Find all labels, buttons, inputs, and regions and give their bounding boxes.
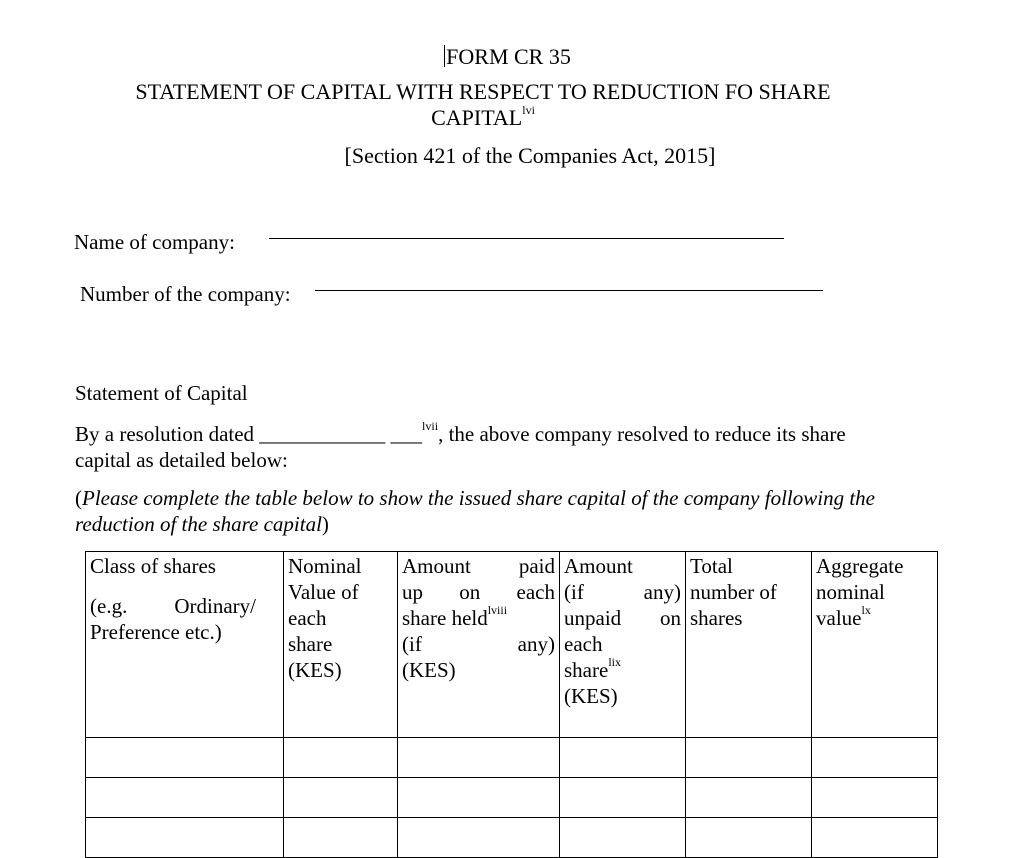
form-title-line1: STATEMENT OF CAPITAL WITH RESPECT TO REDUCTION FO SHARE (135, 79, 831, 104)
table-cell[interactable] (398, 738, 560, 778)
table-cell[interactable] (284, 778, 398, 818)
table-cell[interactable] (560, 738, 686, 778)
resolution-date-blank[interactable]: ____________ (259, 422, 386, 446)
resolution-text-line2: capital as detailed below: (75, 448, 288, 472)
footnote-ref-lviii: lviii (487, 603, 508, 617)
table-cell[interactable] (284, 818, 398, 858)
form-title (60, 79, 906, 131)
table-cell[interactable] (686, 778, 812, 818)
header-total-shares: Total number of shares (686, 552, 812, 738)
header-aggregate-value: Aggregate nominal value$^{lx}$ (812, 552, 938, 738)
form-number: FORM CR 35 (446, 44, 571, 69)
instruction-text-line2: reduction of the share capital) (75, 512, 329, 536)
resolution-text: By a resolution dated ____________ ___$^{lvii}$, the above company resolved to reduce its share (75, 419, 846, 446)
company-number-label: Number of the company: (80, 282, 291, 306)
form-title-line2: $CAPITAL^{lvi}$ (431, 102, 535, 130)
table-row (86, 818, 938, 858)
header-amount-unpaid: Amount (if any) unpaid on each share$^{lix}$ (KES) (560, 552, 686, 738)
table-row (86, 738, 938, 778)
footnote-ref-lvii: lvii (422, 419, 439, 433)
table-cell[interactable] (86, 778, 284, 818)
table-cell[interactable] (686, 738, 812, 778)
table-cell[interactable] (560, 818, 686, 858)
header-amount-paid: Amount paid up on each share held$^{lviii}$ (if any) (KES) (398, 552, 560, 738)
header-class-of-shares: Class of shares (e.g. Ordinary/ Preference etc.) (86, 552, 284, 738)
section-reference: [Section 421 of the Companies Act, 2015] (344, 143, 716, 168)
table-cell[interactable] (812, 778, 938, 818)
table-cell[interactable] (812, 738, 938, 778)
resolution-date-blank-2[interactable]: ___ (390, 422, 423, 446)
header-nominal-value: Nominal Value of each share (KES) (284, 552, 398, 738)
table-cell[interactable] (398, 778, 560, 818)
footnote-ref-lx: lx (861, 603, 871, 617)
capital-table (85, 551, 938, 858)
table-cell[interactable] (86, 738, 284, 778)
company-number-field[interactable] (315, 290, 823, 291)
table-cell[interactable] (686, 818, 812, 858)
instruction-text: (Please complete the table below to show the issued share capital of the company following the (75, 486, 876, 510)
table-cell[interactable] (284, 738, 398, 778)
table-header-row (86, 552, 938, 738)
table-cell[interactable] (398, 818, 560, 858)
table-row (86, 778, 938, 818)
table-cell[interactable] (86, 818, 284, 858)
company-name-label: Name of company: (74, 230, 235, 254)
table-cell[interactable] (560, 778, 686, 818)
footnote-ref-lix: lix (608, 655, 621, 669)
table-cell[interactable] (812, 818, 938, 858)
footnote-ref-lvi: lvi (522, 102, 535, 117)
text-cursor (444, 45, 445, 67)
company-name-field[interactable] (269, 238, 784, 239)
statement-heading: Statement of Capital (75, 381, 248, 405)
